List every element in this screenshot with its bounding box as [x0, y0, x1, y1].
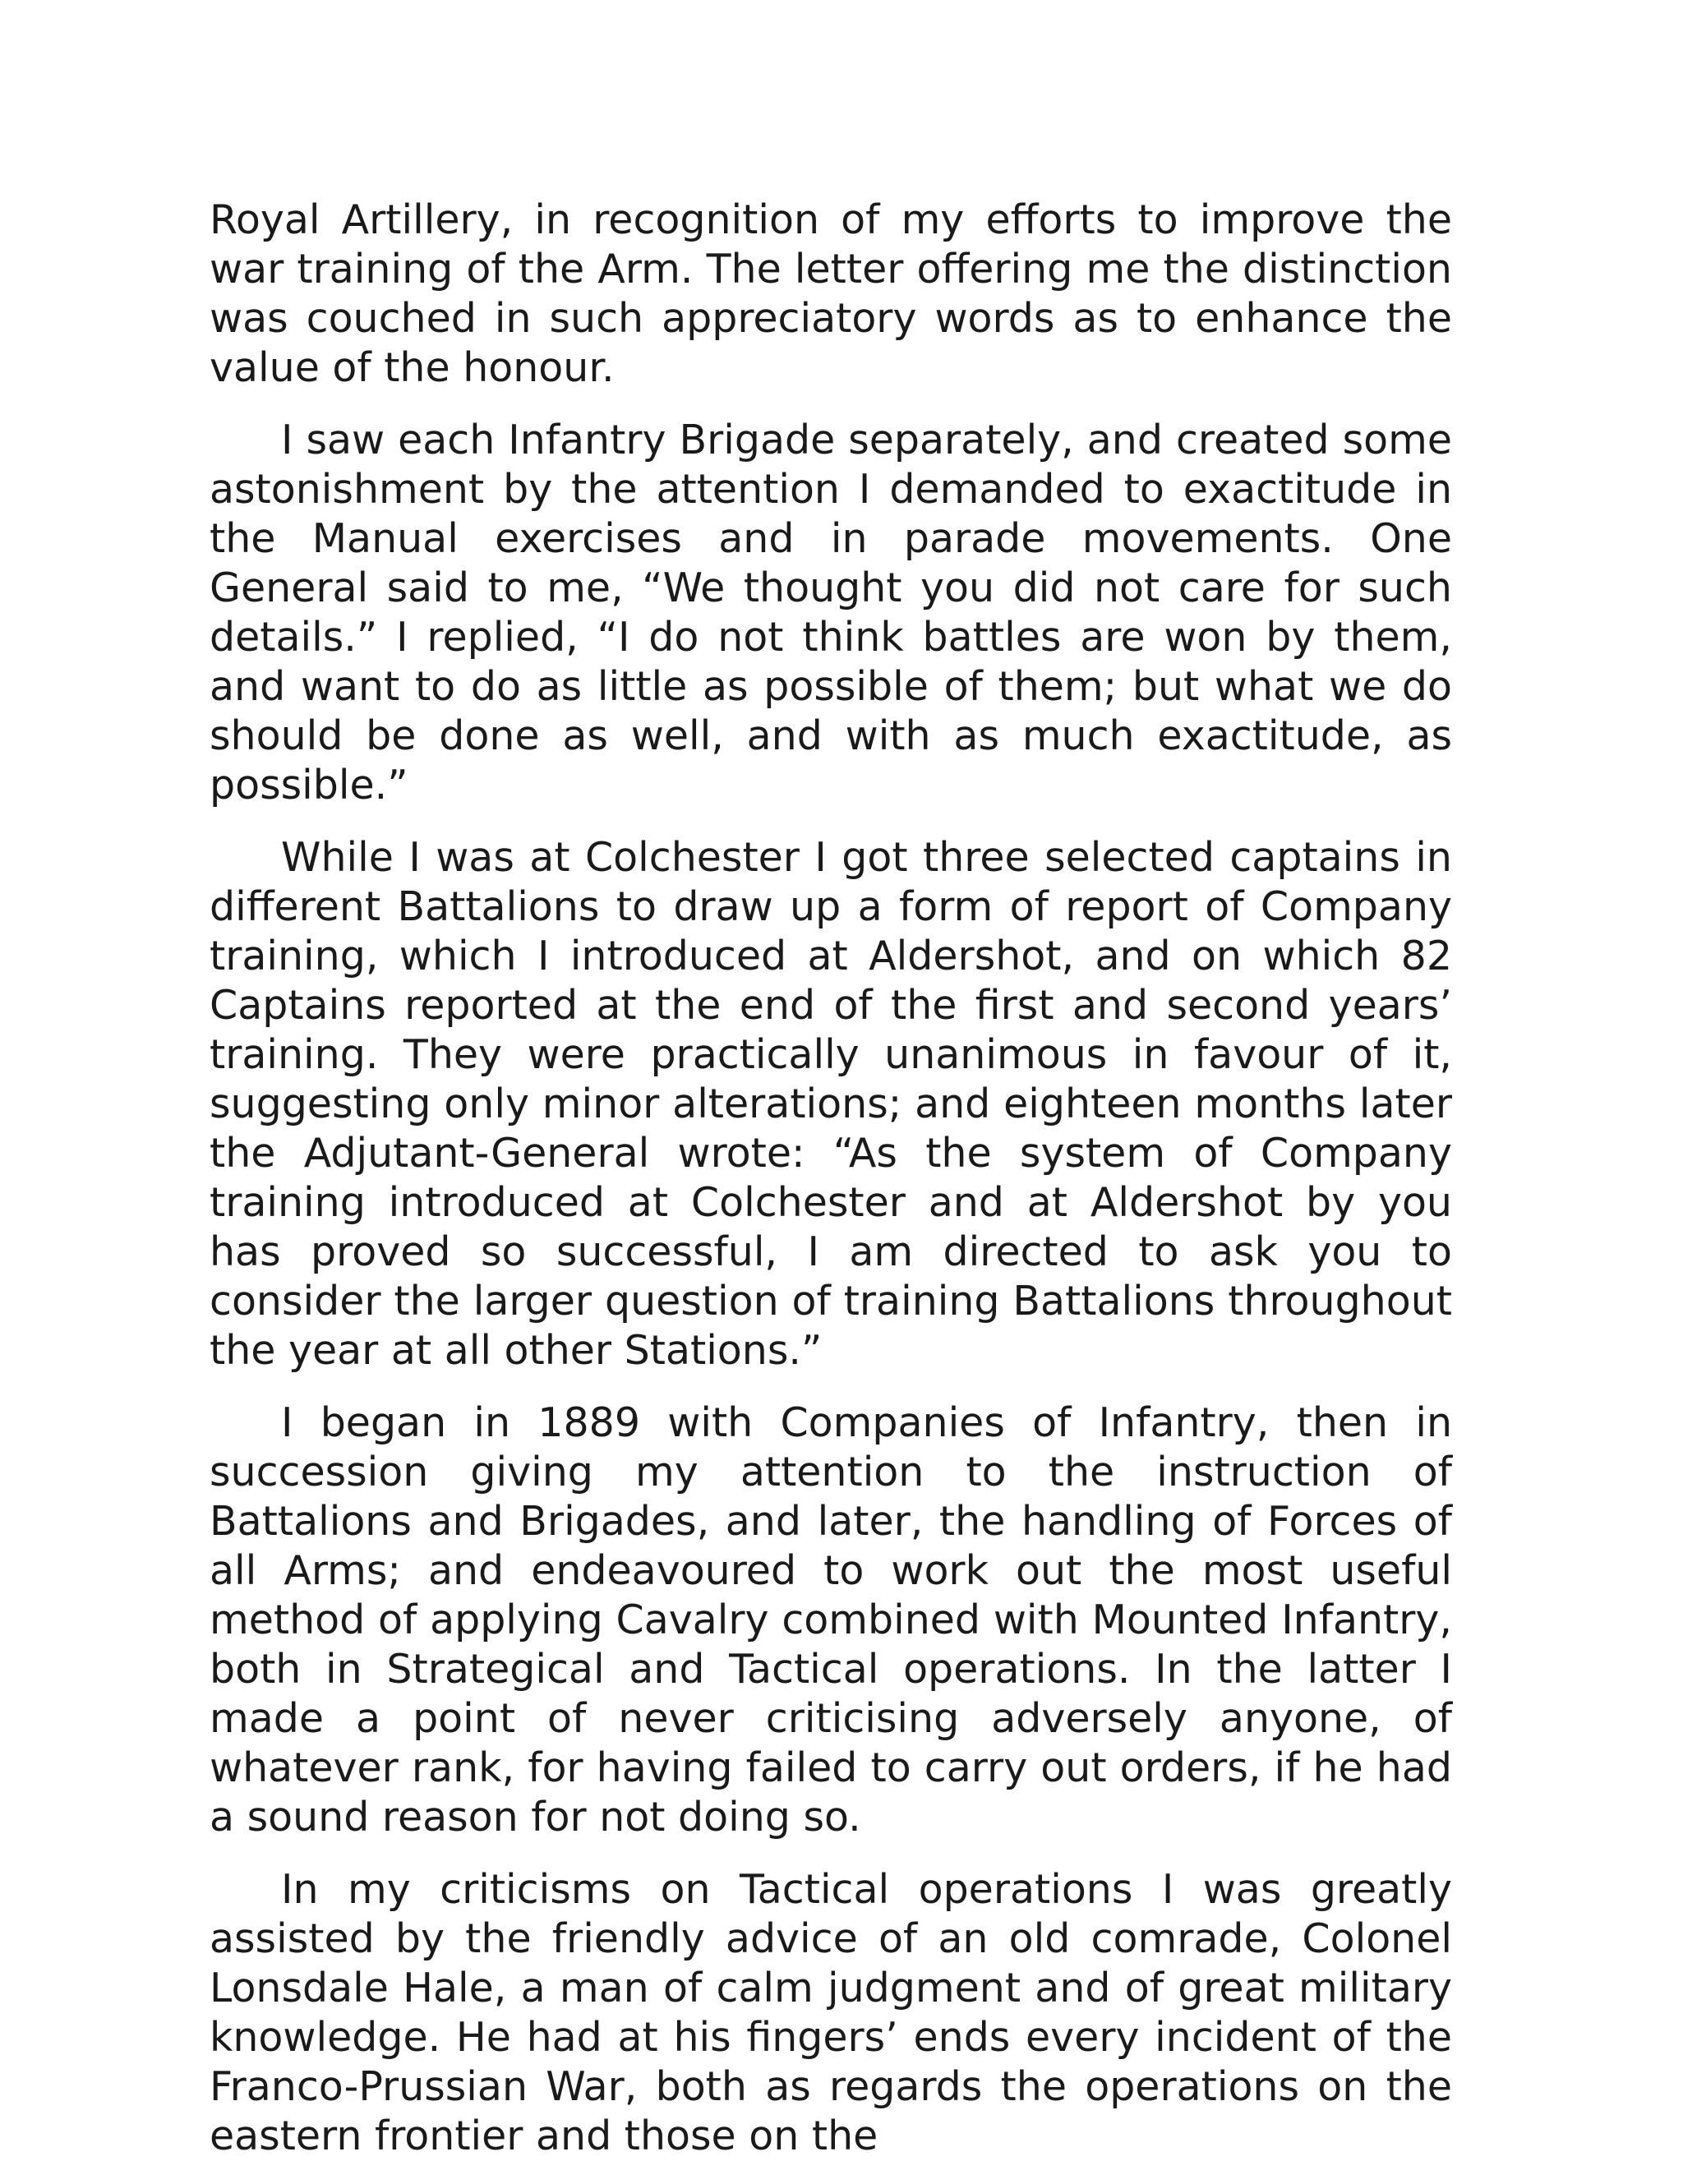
paragraph-3: While I was at Colchester I got three selected captains in different Battalions to draw up a form of report of Company training, which I introduced at Aldershot, and on which 82 Captains reported at the end of the first and second years’ training. They were practically unanimous in favour of it, suggesting only minor alterations; and eighteen months later the Adjutant-General wrote: “As the system of Company training introduced at Colchester and at Aldershot by you has proved so successful, I am directed to ask you to consider the larger question of training Battalions throughout the year at all other Stations.” — [210, 834, 1452, 1374]
page-body — [210, 196, 1452, 2184]
paragraph-4: I began in 1889 with Companies of Infantry, then in succession giving my attention to the instruction of Battalions and Brigades, and later, the handling of Forces of all Arms; and endeavoured to work out the most useful method of applying Cavalry combined with Mounted Infantry, both in Strategical and Tactical operations. In the latter I made a point of never criticising adversely anyone, of whatever rank, for having failed to carry out orders, if he had a sound reason for not doing so. — [210, 1399, 1452, 1841]
paragraph-2: I saw each Infantry Brigade separately, and created some astonishment by the attention I demanded to exactitude in the Manual exercises and in parade movements. One General said to me, “We thought you did not care for such details.” I replied, “I do not think battles are won by them, and want to do as little as possible of them; but what we do should be done as well, and with as much exactitude, as possible.” — [210, 417, 1452, 809]
paragraph-5: In my criticisms on Tactical operations I was greatly assisted by the friendly advice of an old comrade, Colonel Lonsdale Hale, a man of calm judgment and of great military knowledge. He had at his fingers’ ends every incident of the Franco-Prussian War, both as regards the operations on the eastern frontier and those on the — [210, 1866, 1452, 2159]
paragraph-1: Royal Artillery, in recognition of my efforts to improve the war training of the Arm. The letter offering me the distinction was couched in such appreciatory words as to enhance the value of the honour. — [210, 196, 1452, 391]
